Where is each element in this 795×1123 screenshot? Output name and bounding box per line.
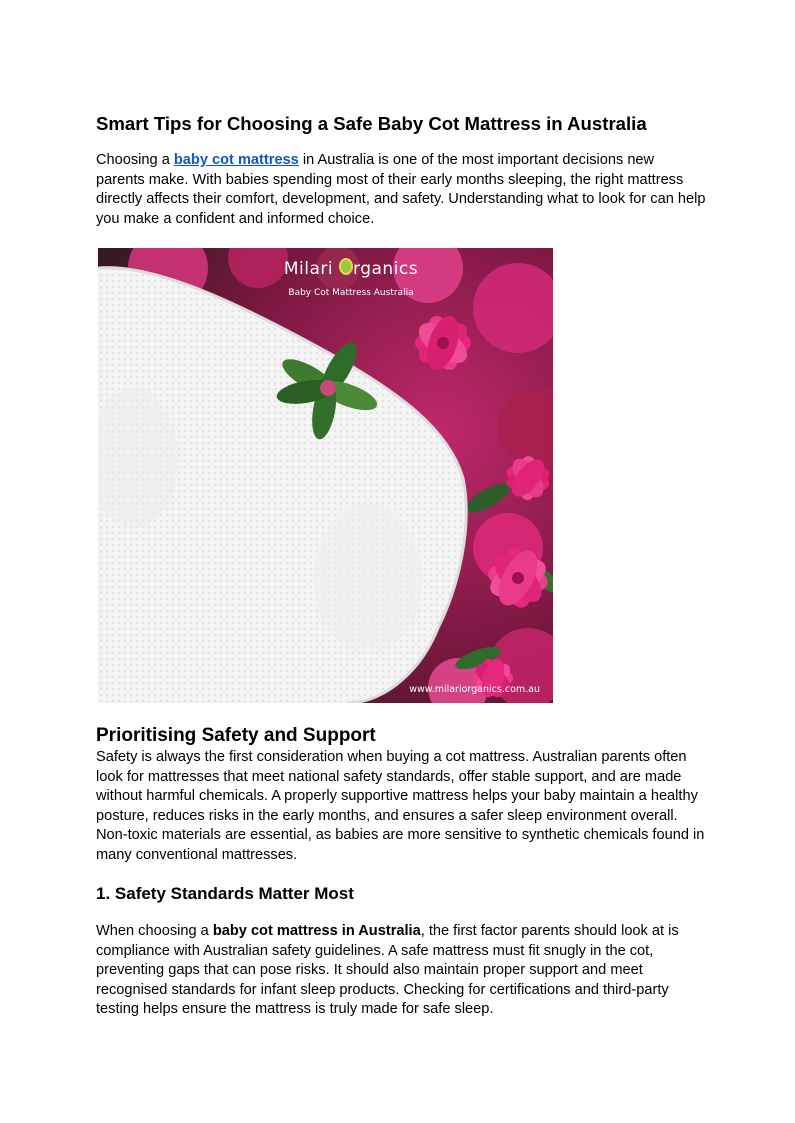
- standards-text-start: When choosing a: [96, 923, 213, 939]
- image-subtitle: Baby Cot Mattress Australia: [288, 288, 414, 298]
- section-heading-safety-standards: 1. Safety Standards Matter Most: [96, 884, 354, 903]
- brand-logo: [98, 258, 553, 279]
- brand-name-end: rganics: [353, 259, 419, 279]
- mattress-photo: [98, 248, 553, 703]
- section-heading-safety-support: Prioritising Safety and Support: [96, 725, 376, 746]
- page-title: Smart Tips for Choosing a Safe Baby Cot Mattress in Australia: [96, 113, 647, 134]
- intro-paragraph: [96, 151, 706, 229]
- baby-cot-mattress-link[interactable]: baby cot mattress: [173, 152, 299, 168]
- standards-text-end: , the first factor parents should look at is compliance with Australian safety guidelines. A safe mattress must fit snugly in the cot, preventing gaps that can pose risks. It should also maintain proper support and meet recognised standards for infant sleep products. Checking for certifications and third-party testing helps ensure the mattress is truly made for safe sleep.: [96, 923, 679, 1017]
- image-website: www.milariorganics.com.au: [409, 684, 540, 695]
- brand-name-start: Milari: [283, 259, 340, 279]
- safety-standards-paragraph: [96, 922, 706, 1020]
- intro-text-end: in Australia is one of the most important decisions new parents make. With babies spending most of their early months sleeping, the right mattress directly affects their comfort, development, and safety. Understanding what to look for can help you make a confident and informed choice.: [96, 152, 706, 227]
- mattress-product-image: [98, 248, 553, 703]
- safety-support-paragraph: Safety is always the first consideration when buying a cot mattress. Australian parents often look for mattresses that meet national safety standards, offer stable support, and are made without harmful chemicals. A properly supportive mattress helps your baby maintain a healthy posture, reduces risks in the early months, and ensures a safer sleep environment overall. Non-toxic materials are essential, as babies are more sensitive to synthetic chemicals found in many conventional mattresses.: [96, 749, 705, 863]
- standards-bold-phrase: baby cot mattress in Australia: [212, 923, 421, 939]
- avocado-icon: [339, 258, 353, 275]
- intro-text-start: Choosing a: [96, 152, 174, 168]
